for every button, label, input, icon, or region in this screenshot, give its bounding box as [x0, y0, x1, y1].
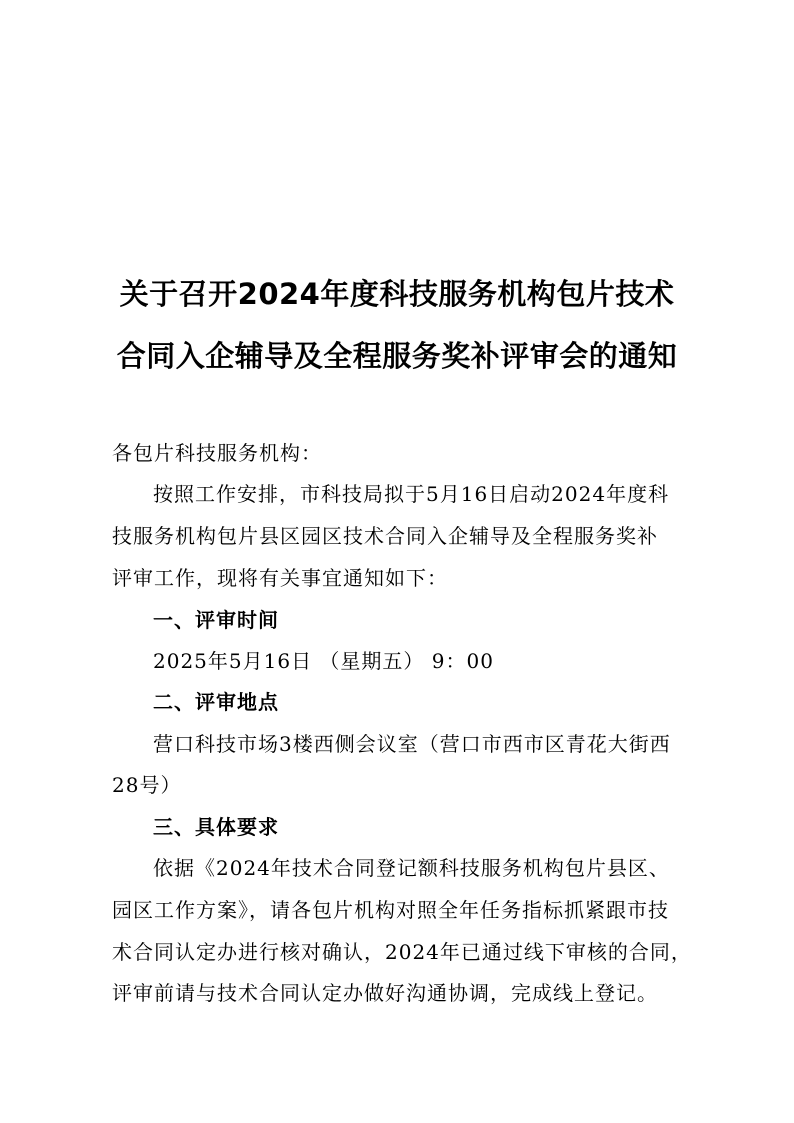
- salutation: 各包片科技服务机构：: [112, 441, 322, 465]
- section-1-content: 2025年5月16日 （星期五） 9：00: [153, 649, 494, 673]
- document-title-line-1: 关于召开2024年度科技服务机构包片技术: [119, 277, 675, 311]
- section-2-heading: 二、评审地点: [153, 690, 279, 714]
- section-3-content-line-3: 术合同认定办进行核对确认，2024年已通过线下审核的合同，: [112, 940, 692, 964]
- section-1-heading: 一、评审时间: [153, 608, 279, 632]
- section-3-content-line-2: 园区工作方案》，请各包片机构对照全年任务指标抓紧跟市技: [112, 898, 669, 922]
- document-title-line-2: 合同入企辅导及全程服务奖补评审会的通知: [116, 339, 678, 373]
- intro-line-3: 评审工作，现将有关事宜通知如下：: [112, 566, 448, 590]
- intro-line-2: 技服务机构包片县区园区技术合同入企辅导及全程服务奖补: [112, 524, 658, 548]
- section-2-content-line-2: 28号）: [112, 773, 182, 797]
- section-3-content-line-1: 依据《2024年技术合同登记额科技服务机构包片县区、: [153, 856, 670, 880]
- section-3-heading: 三、具体要求: [153, 815, 279, 839]
- section-2-content-line-1: 营口科技市场3楼西侧会议室（营口市西市区青花大街西: [153, 732, 671, 756]
- section-3-content-line-4: 评审前请与技术合同认定办做好沟通协调，完成线上登记。: [112, 981, 658, 1005]
- intro-line-1: 按照工作安排，市科技局拟于5月16日启动2024年度科: [153, 482, 670, 506]
